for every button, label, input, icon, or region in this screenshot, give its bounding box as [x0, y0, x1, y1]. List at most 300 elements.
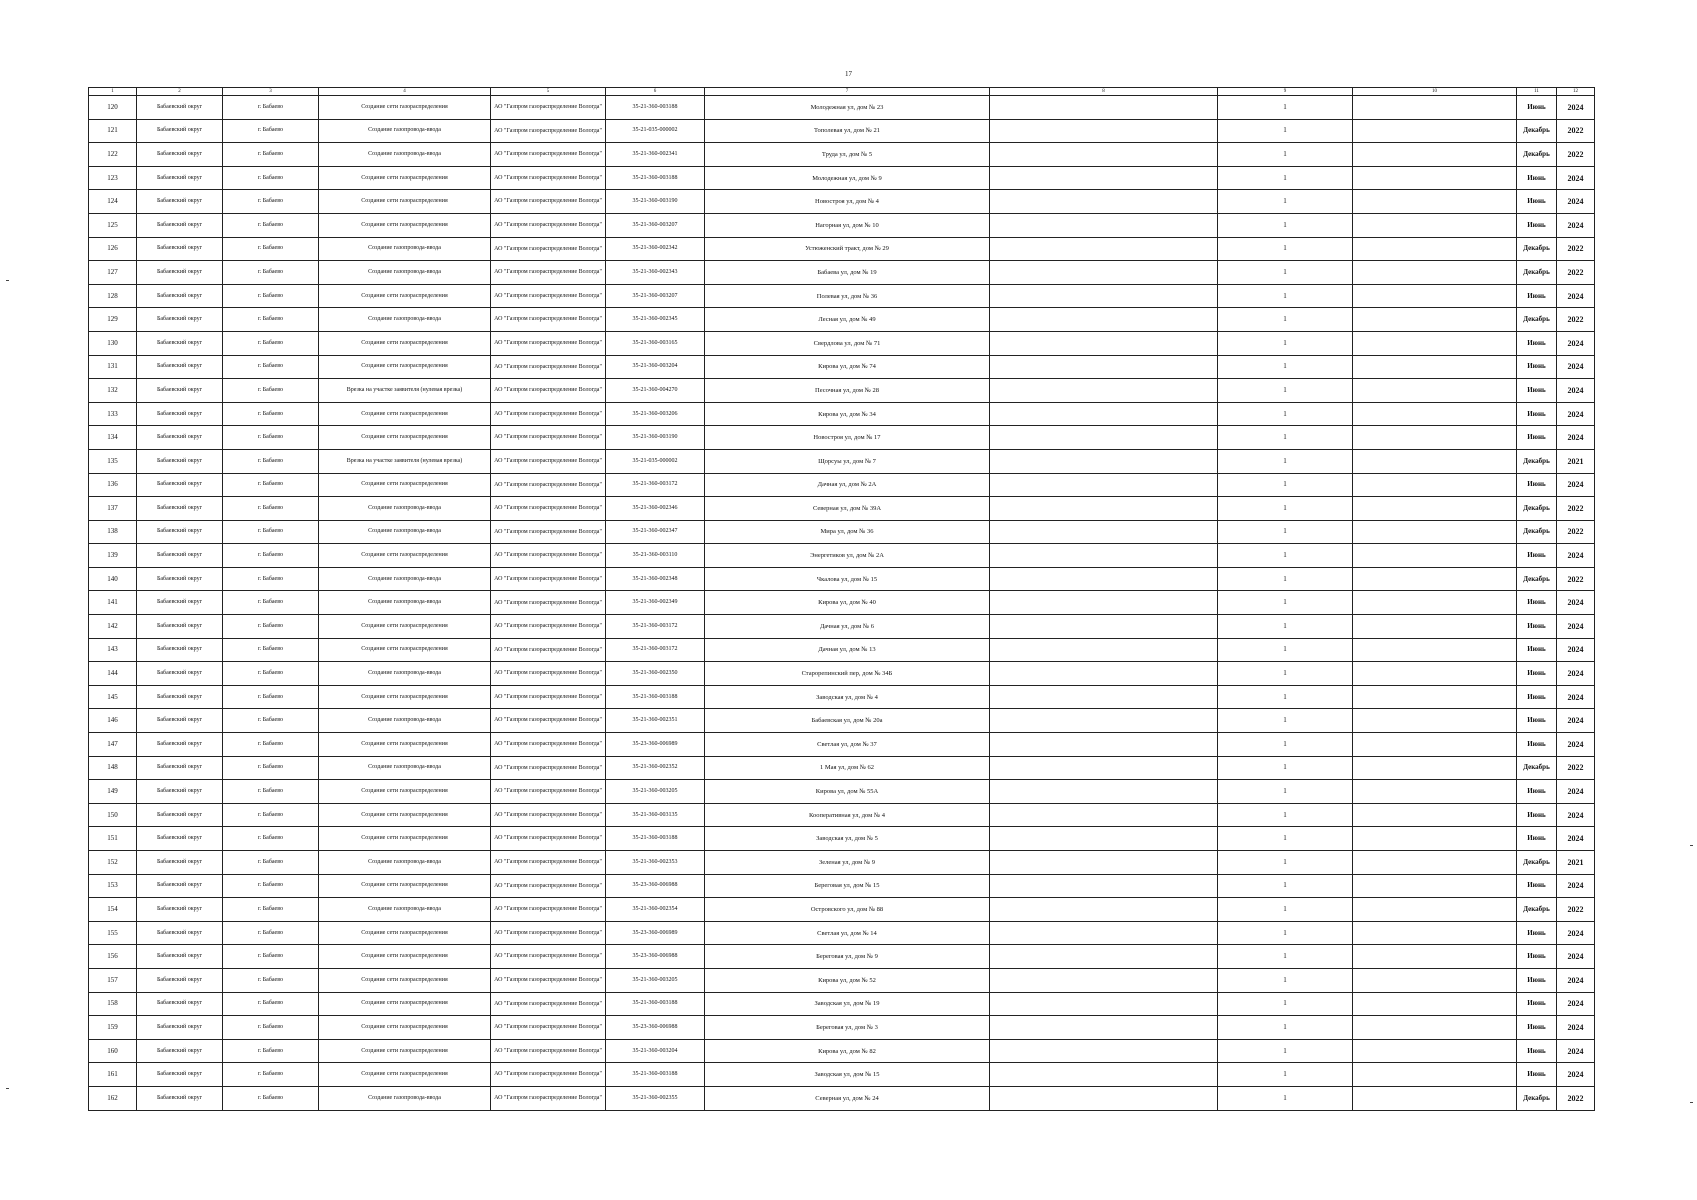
cell-year: 2022	[1557, 143, 1595, 167]
cell-district: Бабаевский округ	[137, 379, 223, 403]
cell-quantity: 1	[1218, 213, 1353, 237]
cell-col-10	[1353, 638, 1517, 662]
cell-quantity: 1	[1218, 851, 1353, 875]
cell-district: Бабаевский округ	[137, 662, 223, 686]
cell-quantity: 1	[1218, 921, 1353, 945]
cell-year: 2024	[1557, 803, 1595, 827]
cell-work-type: Врезка на участке заявителя (нулевая врезка)	[319, 379, 491, 403]
cell-address: Заводская ул, дом № 15	[705, 1063, 990, 1087]
cell-quantity: 1	[1218, 780, 1353, 804]
cell-col-10	[1353, 567, 1517, 591]
cell-month: Июнь	[1517, 921, 1557, 945]
cell-year: 2024	[1557, 190, 1595, 214]
cell-organization: АО "Газпром газораспределение Вологда"	[491, 945, 606, 969]
cell-object-code: 35-21-360-003206	[606, 402, 705, 426]
cell-year: 2024	[1557, 355, 1595, 379]
cell-address: Кирова ул, дом № 74	[705, 355, 990, 379]
cell-organization: АО "Газпром газораспределение Вологда"	[491, 662, 606, 686]
cell-quantity: 1	[1218, 1086, 1353, 1110]
cell-work-type: Создание сети газораспределения	[319, 615, 491, 639]
cell-district: Бабаевский округ	[137, 331, 223, 355]
cell-row-number: 135	[89, 449, 137, 473]
cell-settlement: г. Бабаево	[223, 237, 319, 261]
cell-col-10	[1353, 803, 1517, 827]
cell-district: Бабаевский округ	[137, 756, 223, 780]
cell-row-number: 161	[89, 1063, 137, 1087]
cell-quantity: 1	[1218, 308, 1353, 332]
cell-col-8	[990, 921, 1218, 945]
cell-work-type: Создание сети газораспределения	[319, 780, 491, 804]
cell-year: 2024	[1557, 945, 1595, 969]
cell-month: Июнь	[1517, 473, 1557, 497]
cell-quantity: 1	[1218, 733, 1353, 757]
cell-work-type: Создание сети газораспределения	[319, 1016, 491, 1040]
cell-year: 2022	[1557, 119, 1595, 143]
cell-col-10	[1353, 497, 1517, 521]
cell-district: Бабаевский округ	[137, 733, 223, 757]
cell-organization: АО "Газпром газораспределение Вологда"	[491, 143, 606, 167]
cell-month: Июнь	[1517, 733, 1557, 757]
cell-object-code: 35-21-360-003188	[606, 827, 705, 851]
cell-work-type: Создание газопровода-ввода	[319, 662, 491, 686]
cell-quantity: 1	[1218, 803, 1353, 827]
table-row	[89, 591, 1595, 615]
cell-col-8	[990, 567, 1218, 591]
table-row	[89, 473, 1595, 497]
cell-district: Бабаевский округ	[137, 355, 223, 379]
cell-organization: АО "Газпром газораспределение Вологда"	[491, 851, 606, 875]
cell-year: 2024	[1557, 379, 1595, 403]
cell-settlement: г. Бабаево	[223, 1063, 319, 1087]
cell-address: Устюженский тракт, дом № 29	[705, 237, 990, 261]
cell-year: 2024	[1557, 709, 1595, 733]
cell-organization: АО "Газпром газораспределение Вологда"	[491, 1063, 606, 1087]
cell-month: Декабрь	[1517, 520, 1557, 544]
cell-object-code: 35-21-360-003172	[606, 638, 705, 662]
cell-col-10	[1353, 898, 1517, 922]
cell-col-10	[1353, 402, 1517, 426]
cell-quantity: 1	[1218, 615, 1353, 639]
cell-col-8	[990, 497, 1218, 521]
cell-col-8	[990, 1086, 1218, 1110]
cell-col-8	[990, 119, 1218, 143]
cell-month: Июнь	[1517, 992, 1557, 1016]
cell-row-number: 143	[89, 638, 137, 662]
cell-organization: АО "Газпром газораспределение Вологда"	[491, 213, 606, 237]
cell-organization: АО "Газпром газораспределение Вологда"	[491, 96, 606, 120]
table-row	[89, 1086, 1595, 1110]
cell-col-10	[1353, 449, 1517, 473]
cell-organization: АО "Газпром газораспределение Вологда"	[491, 497, 606, 521]
table-row	[89, 1039, 1595, 1063]
cell-year: 2024	[1557, 331, 1595, 355]
cell-organization: АО "Газпром газораспределение Вологда"	[491, 803, 606, 827]
cell-quantity: 1	[1218, 1016, 1353, 1040]
column-header-11: 11	[1517, 88, 1557, 96]
cell-quantity: 1	[1218, 190, 1353, 214]
cell-district: Бабаевский округ	[137, 803, 223, 827]
cell-district: Бабаевский округ	[137, 402, 223, 426]
cell-col-10	[1353, 284, 1517, 308]
cell-row-number: 125	[89, 213, 137, 237]
cell-col-8	[990, 426, 1218, 450]
cell-settlement: г. Бабаево	[223, 96, 319, 120]
cell-col-8	[990, 473, 1218, 497]
cell-address: Старорепинский пер, дом № 34Б	[705, 662, 990, 686]
cell-object-code: 35-21-360-003172	[606, 615, 705, 639]
cell-month: Июнь	[1517, 355, 1557, 379]
cell-district: Бабаевский округ	[137, 213, 223, 237]
cell-work-type: Создание газопровода-ввода	[319, 497, 491, 521]
cell-quantity: 1	[1218, 638, 1353, 662]
cell-row-number: 128	[89, 284, 137, 308]
table-row	[89, 166, 1595, 190]
cell-row-number: 139	[89, 544, 137, 568]
cell-month: Декабрь	[1517, 756, 1557, 780]
cell-organization: АО "Газпром газораспределение Вологда"	[491, 402, 606, 426]
cell-month: Июнь	[1517, 544, 1557, 568]
cell-work-type: Врезка на участке заявителя (нулевая врезка)	[319, 449, 491, 473]
cell-address: Тополевая ул, дом № 21	[705, 119, 990, 143]
cell-settlement: г. Бабаево	[223, 615, 319, 639]
cell-address: Светлая ул, дом № 14	[705, 921, 990, 945]
column-header-9: 9	[1218, 88, 1353, 96]
cell-organization: АО "Газпром газораспределение Вологда"	[491, 355, 606, 379]
cell-col-10	[1353, 1016, 1517, 1040]
cell-month: Июнь	[1517, 1063, 1557, 1087]
cell-quantity: 1	[1218, 968, 1353, 992]
cell-organization: АО "Газпром газораспределение Вологда"	[491, 190, 606, 214]
cell-object-code: 35-21-360-004270	[606, 379, 705, 403]
cell-address: Новостроя ул, дом № 17	[705, 426, 990, 450]
cell-col-10	[1353, 780, 1517, 804]
cell-quantity: 1	[1218, 756, 1353, 780]
table-row	[89, 331, 1595, 355]
cell-work-type: Создание газопровода-ввода	[319, 119, 491, 143]
cell-work-type: Создание сети газораспределения	[319, 544, 491, 568]
cell-row-number: 144	[89, 662, 137, 686]
cell-year: 2024	[1557, 473, 1595, 497]
cell-settlement: г. Бабаево	[223, 567, 319, 591]
table-row	[89, 355, 1595, 379]
cell-work-type: Создание сети газораспределения	[319, 96, 491, 120]
cell-col-8	[990, 520, 1218, 544]
cell-district: Бабаевский округ	[137, 591, 223, 615]
cell-settlement: г. Бабаево	[223, 331, 319, 355]
cell-organization: АО "Газпром газораспределение Вологда"	[491, 1086, 606, 1110]
table-row	[89, 284, 1595, 308]
cell-row-number: 156	[89, 945, 137, 969]
cell-district: Бабаевский округ	[137, 945, 223, 969]
cell-year: 2024	[1557, 968, 1595, 992]
cell-organization: АО "Газпром газораспределение Вологда"	[491, 261, 606, 285]
table-row	[89, 213, 1595, 237]
cell-year: 2024	[1557, 874, 1595, 898]
cell-district: Бабаевский округ	[137, 1016, 223, 1040]
cell-row-number: 137	[89, 497, 137, 521]
cell-quantity: 1	[1218, 331, 1353, 355]
cell-organization: АО "Газпром газораспределение Вологда"	[491, 591, 606, 615]
cell-col-8	[990, 662, 1218, 686]
cell-col-10	[1353, 685, 1517, 709]
cell-quantity: 1	[1218, 355, 1353, 379]
cell-col-10	[1353, 331, 1517, 355]
cell-object-code: 35-21-360-002346	[606, 497, 705, 521]
cell-quantity: 1	[1218, 497, 1353, 521]
table-row	[89, 685, 1595, 709]
cell-object-code: 35-23-360-006988	[606, 1016, 705, 1040]
cell-month: Июнь	[1517, 662, 1557, 686]
cell-month: Июнь	[1517, 945, 1557, 969]
cell-year: 2022	[1557, 567, 1595, 591]
cell-work-type: Создание сети газораспределения	[319, 945, 491, 969]
cell-col-8	[990, 945, 1218, 969]
cell-quantity: 1	[1218, 426, 1353, 450]
cell-year: 2024	[1557, 166, 1595, 190]
cell-work-type: Создание газопровода-ввода	[319, 709, 491, 733]
cell-organization: АО "Газпром газораспределение Вологда"	[491, 780, 606, 804]
cell-district: Бабаевский округ	[137, 851, 223, 875]
cell-district: Бабаевский округ	[137, 615, 223, 639]
cell-quantity: 1	[1218, 379, 1353, 403]
cell-col-10	[1353, 166, 1517, 190]
cell-object-code: 35-21-360-002352	[606, 756, 705, 780]
cell-district: Бабаевский округ	[137, 143, 223, 167]
cell-quantity: 1	[1218, 237, 1353, 261]
cell-address: Свердлова ул, дом № 71	[705, 331, 990, 355]
cell-address: Кооперативная ул, дом № 4	[705, 803, 990, 827]
cell-work-type: Создание сети газораспределения	[319, 803, 491, 827]
cell-object-code: 35-21-360-002354	[606, 898, 705, 922]
cell-month: Декабрь	[1517, 497, 1557, 521]
cell-settlement: г. Бабаево	[223, 426, 319, 450]
cell-organization: АО "Газпром газораспределение Вологда"	[491, 638, 606, 662]
cell-district: Бабаевский округ	[137, 874, 223, 898]
table-row	[89, 851, 1595, 875]
cell-organization: АО "Газпром газораспределение Вологда"	[491, 968, 606, 992]
cell-organization: АО "Газпром газораспределение Вологда"	[491, 1016, 606, 1040]
cell-row-number: 157	[89, 968, 137, 992]
cell-settlement: г. Бабаево	[223, 1016, 319, 1040]
cell-month: Июнь	[1517, 1016, 1557, 1040]
cell-object-code: 35-21-360-003205	[606, 968, 705, 992]
cell-work-type: Создание газопровода-ввода	[319, 520, 491, 544]
cell-row-number: 148	[89, 756, 137, 780]
cell-work-type: Создание газопровода-ввода	[319, 261, 491, 285]
cell-row-number: 134	[89, 426, 137, 450]
table-row	[89, 1063, 1595, 1087]
cell-quantity: 1	[1218, 261, 1353, 285]
cell-organization: АО "Газпром газораспределение Вологда"	[491, 827, 606, 851]
cell-month: Июнь	[1517, 190, 1557, 214]
cell-organization: АО "Газпром газораспределение Вологда"	[491, 520, 606, 544]
cell-address: Северная ул, дом № 24	[705, 1086, 990, 1110]
cell-object-code: 35-21-360-003205	[606, 780, 705, 804]
cell-col-10	[1353, 237, 1517, 261]
cell-month: Июнь	[1517, 96, 1557, 120]
cell-work-type: Создание сети газораспределения	[319, 827, 491, 851]
cell-col-10	[1353, 143, 1517, 167]
cell-district: Бабаевский округ	[137, 1086, 223, 1110]
cell-address: Мира ул, дом № 36	[705, 520, 990, 544]
cell-object-code: 35-23-360-006988	[606, 945, 705, 969]
cell-year: 2024	[1557, 662, 1595, 686]
cell-work-type: Создание сети газораспределения	[319, 284, 491, 308]
cell-organization: АО "Газпром газораспределение Вологда"	[491, 237, 606, 261]
cell-year: 2024	[1557, 615, 1595, 639]
cell-address: Щорсуы ул, дом № 7	[705, 449, 990, 473]
cell-quantity: 1	[1218, 567, 1353, 591]
cell-address: Кирова ул, дом № 52	[705, 968, 990, 992]
cell-month: Июнь	[1517, 874, 1557, 898]
cell-address: Светлая ул, дом № 37	[705, 733, 990, 757]
cell-month: Декабрь	[1517, 1086, 1557, 1110]
cell-col-10	[1353, 520, 1517, 544]
cell-work-type: Создание газопровода-ввода	[319, 898, 491, 922]
cell-settlement: г. Бабаево	[223, 166, 319, 190]
column-header-3: 3	[223, 88, 319, 96]
table-row	[89, 237, 1595, 261]
cell-row-number: 122	[89, 143, 137, 167]
cell-col-10	[1353, 615, 1517, 639]
cell-month: Июнь	[1517, 803, 1557, 827]
cell-organization: АО "Газпром газораспределение Вологда"	[491, 733, 606, 757]
cell-work-type: Создание сети газораспределения	[319, 1063, 491, 1087]
cell-address: Дачная ул, дом № 6	[705, 615, 990, 639]
cell-quantity: 1	[1218, 143, 1353, 167]
cell-year: 2024	[1557, 780, 1595, 804]
cell-object-code: 35-21-360-002345	[606, 308, 705, 332]
cell-address: Заводская ул, дом № 5	[705, 827, 990, 851]
cell-address: Труда ул, дом № 5	[705, 143, 990, 167]
column-header-10: 10	[1353, 88, 1517, 96]
cell-address: 1 Мая ул, дом № 62	[705, 756, 990, 780]
cell-col-8	[990, 968, 1218, 992]
cell-month: Июнь	[1517, 591, 1557, 615]
cell-district: Бабаевский округ	[137, 497, 223, 521]
cell-row-number: 154	[89, 898, 137, 922]
cell-district: Бабаевский округ	[137, 261, 223, 285]
cell-address: Береговая ул, дом № 15	[705, 874, 990, 898]
cell-row-number: 162	[89, 1086, 137, 1110]
cell-object-code: 35-21-360-003188	[606, 96, 705, 120]
cell-district: Бабаевский округ	[137, 968, 223, 992]
table-row	[89, 803, 1595, 827]
cell-district: Бабаевский округ	[137, 426, 223, 450]
cell-quantity: 1	[1218, 1063, 1353, 1087]
cell-object-code: 35-21-035-000002	[606, 449, 705, 473]
cell-organization: АО "Газпром газораспределение Вологда"	[491, 615, 606, 639]
table-row	[89, 638, 1595, 662]
cell-organization: АО "Газпром газораспределение Вологда"	[491, 992, 606, 1016]
cell-col-8	[990, 709, 1218, 733]
cell-month: Июнь	[1517, 709, 1557, 733]
cell-row-number: 142	[89, 615, 137, 639]
cell-year: 2024	[1557, 284, 1595, 308]
cell-object-code: 35-21-360-002355	[606, 1086, 705, 1110]
cell-year: 2024	[1557, 638, 1595, 662]
cell-settlement: г. Бабаево	[223, 945, 319, 969]
cell-address: Чкалова ул, дом № 15	[705, 567, 990, 591]
cell-col-8	[990, 756, 1218, 780]
cell-district: Бабаевский округ	[137, 1063, 223, 1087]
table-row	[89, 709, 1595, 733]
cell-settlement: г. Бабаево	[223, 1086, 319, 1110]
cell-quantity: 1	[1218, 709, 1353, 733]
cell-object-code: 35-21-360-003188	[606, 1063, 705, 1087]
cell-month: Июнь	[1517, 213, 1557, 237]
table-row	[89, 615, 1595, 639]
cell-address: Дачная ул, дом № 13	[705, 638, 990, 662]
table-row	[89, 520, 1595, 544]
cell-object-code: 35-21-035-000002	[606, 119, 705, 143]
cell-year: 2024	[1557, 1016, 1595, 1040]
cell-row-number: 140	[89, 567, 137, 591]
cell-district: Бабаевский округ	[137, 780, 223, 804]
cell-settlement: г. Бабаево	[223, 662, 319, 686]
cell-col-10	[1353, 119, 1517, 143]
cell-month: Декабрь	[1517, 119, 1557, 143]
cell-month: Июнь	[1517, 827, 1557, 851]
cell-year: 2024	[1557, 213, 1595, 237]
cell-year: 2024	[1557, 544, 1595, 568]
cell-col-10	[1353, 591, 1517, 615]
cell-quantity: 1	[1218, 449, 1353, 473]
cell-district: Бабаевский округ	[137, 96, 223, 120]
cell-row-number: 124	[89, 190, 137, 214]
cell-object-code: 35-21-360-002348	[606, 567, 705, 591]
cell-settlement: г. Бабаево	[223, 780, 319, 804]
cell-settlement: г. Бабаево	[223, 402, 319, 426]
cell-address: Бабаева ул, дом № 19	[705, 261, 990, 285]
cell-settlement: г. Бабаево	[223, 709, 319, 733]
table-row	[89, 567, 1595, 591]
cell-month: Июнь	[1517, 402, 1557, 426]
column-header-2: 2	[137, 88, 223, 96]
cell-month: Июнь	[1517, 426, 1557, 450]
table-row	[89, 968, 1595, 992]
cell-col-10	[1353, 261, 1517, 285]
cell-district: Бабаевский округ	[137, 473, 223, 497]
cell-month: Декабрь	[1517, 449, 1557, 473]
cell-object-code: 35-21-360-002343	[606, 261, 705, 285]
table-row	[89, 780, 1595, 804]
cell-settlement: г. Бабаево	[223, 921, 319, 945]
column-header-4: 4	[319, 88, 491, 96]
column-header-8: 8	[990, 88, 1218, 96]
cell-row-number: 120	[89, 96, 137, 120]
cell-settlement: г. Бабаево	[223, 591, 319, 615]
cell-col-10	[1353, 96, 1517, 120]
cell-col-10	[1353, 1039, 1517, 1063]
cell-settlement: г. Бабаево	[223, 261, 319, 285]
cell-month: Декабрь	[1517, 851, 1557, 875]
cell-quantity: 1	[1218, 284, 1353, 308]
cell-row-number: 141	[89, 591, 137, 615]
cell-row-number: 152	[89, 851, 137, 875]
cell-work-type: Создание газопровода-ввода	[319, 851, 491, 875]
cell-year: 2024	[1557, 733, 1595, 757]
column-number-row	[89, 88, 1595, 96]
cell-settlement: г. Бабаево	[223, 756, 319, 780]
cell-col-8	[990, 827, 1218, 851]
cell-col-8	[990, 166, 1218, 190]
column-header-5: 5	[491, 88, 606, 96]
cell-district: Бабаевский округ	[137, 190, 223, 214]
cell-work-type: Создание сети газораспределения	[319, 1039, 491, 1063]
cell-organization: АО "Газпром газораспределение Вологда"	[491, 449, 606, 473]
cell-work-type: Создание сети газораспределения	[319, 166, 491, 190]
